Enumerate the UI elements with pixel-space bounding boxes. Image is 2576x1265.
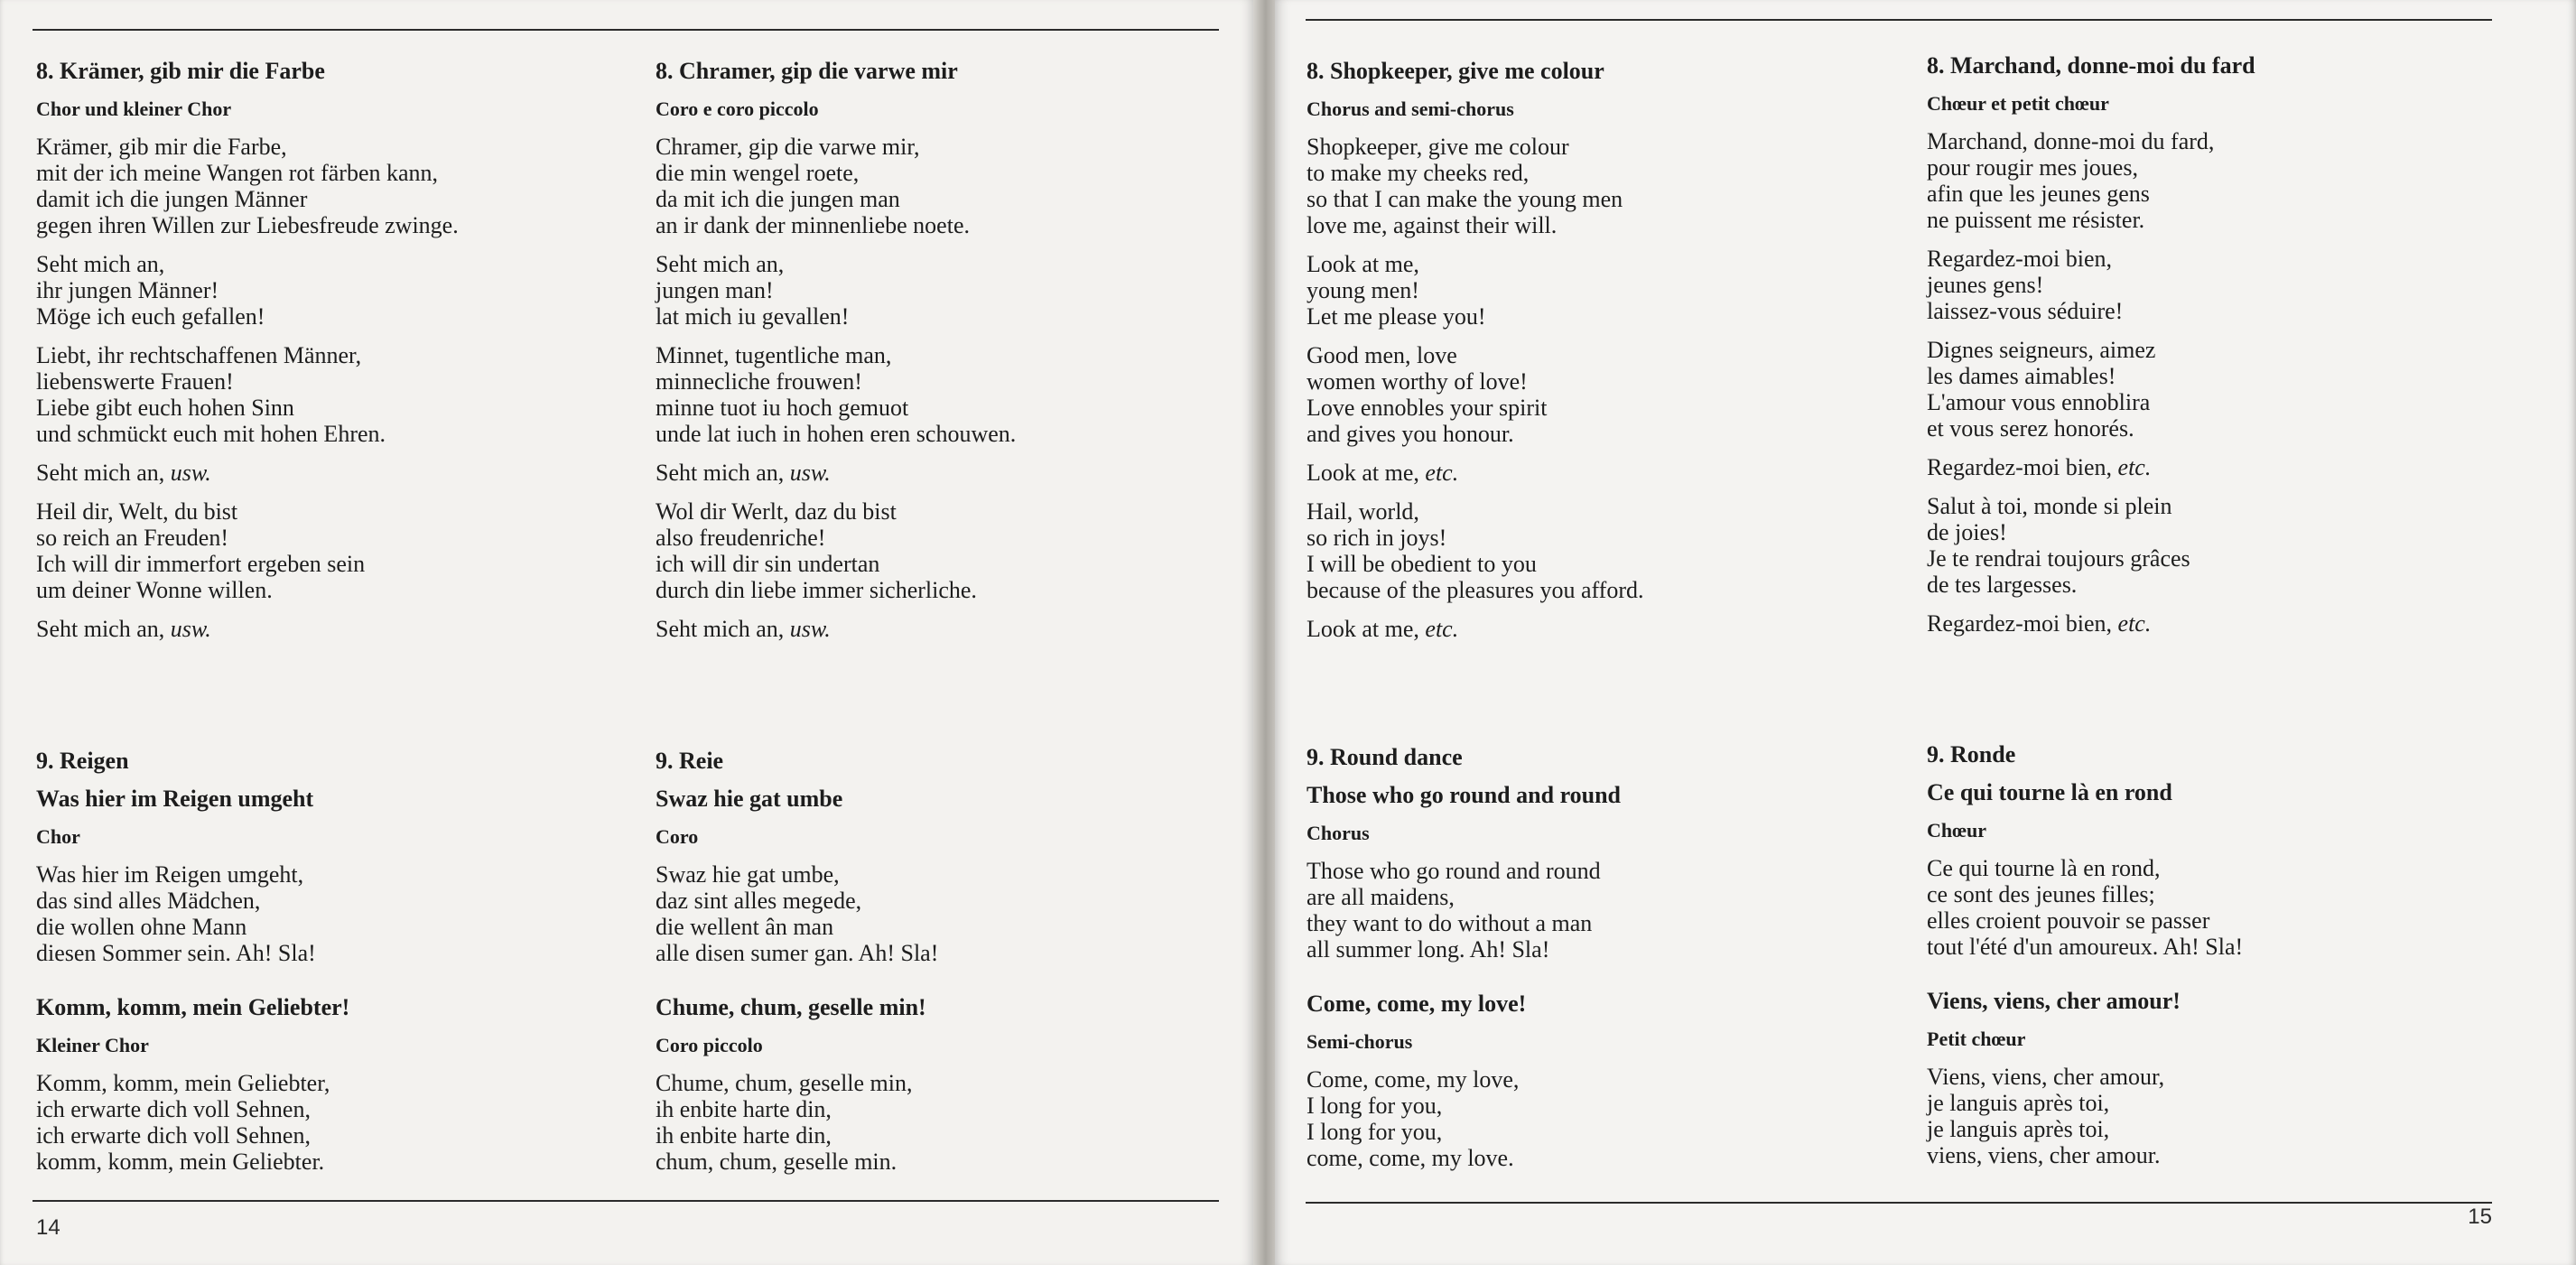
- song-heading: 8. Shopkeeper, give me colour: [1307, 58, 1604, 84]
- lyric-line: Liebt, ihr rechtschaffenen Männer,: [36, 342, 362, 368]
- part-title: Ce qui tourne là en rond: [1927, 779, 2172, 805]
- lyric-line: ih enbite harte din,: [656, 1096, 832, 1122]
- lyric-line: jungen man!: [656, 277, 774, 303]
- lyric-line: alle disen sumer gan. Ah! Sla!: [656, 940, 939, 966]
- voice-label: Coro: [656, 825, 699, 848]
- song-part: [1307, 96, 1643, 655]
- lyric-line: also freudenriche!: [656, 525, 826, 551]
- song-part: [1927, 988, 2243, 1181]
- stanza: [656, 342, 1016, 447]
- stanza: [1307, 858, 1621, 963]
- stanza: [1307, 498, 1643, 603]
- lyric-line: Komm, komm, mein Geliebter,: [36, 1070, 330, 1096]
- voice-label: Chor und kleiner Chor: [36, 98, 232, 120]
- lyric-line: [1927, 610, 2255, 637]
- stanza: [1927, 1064, 2243, 1168]
- stanza: [36, 342, 459, 447]
- stanza: [656, 251, 1016, 330]
- lyric-line: I long for you,: [1307, 1093, 1443, 1119]
- song-part: [656, 786, 938, 979]
- lyric-line: Regardez-moi bien,: [1927, 246, 2113, 272]
- lyric-line: [36, 616, 459, 642]
- lyric-line: Ich will dir immerfort ergeben sein: [36, 551, 366, 577]
- lyric-line: laissez-vous séduire!: [1927, 298, 2124, 324]
- lyric-text: Seht mich an,: [656, 616, 790, 642]
- lyric-line: Those who go round and round: [1307, 858, 1601, 884]
- lyric-line: pour rougir mes joues,: [1927, 154, 2138, 181]
- song-section: [656, 58, 1016, 655]
- stanza: [1927, 855, 2243, 960]
- stanza: [1927, 610, 2255, 637]
- lyric-line: so that I can make the young men: [1307, 186, 1623, 212]
- lyric-line: Was hier im Reigen umgeht,: [36, 861, 304, 888]
- stanza: [36, 861, 349, 966]
- stanza: [656, 861, 938, 966]
- right-page-first-column: [1307, 0, 1884, 1192]
- lyric-line: ne puissent me résister.: [1927, 207, 2145, 233]
- stanza: [1927, 454, 2255, 480]
- lyric-line: Viens, viens, cher amour,: [1927, 1064, 2165, 1090]
- lyric-line: ce sont des jeunes filles;: [1927, 881, 2155, 907]
- lyric-line: Swaz hie gat umbe,: [656, 861, 840, 888]
- song-section: [36, 58, 459, 655]
- stanza: [656, 498, 1016, 603]
- bottom-rule: [33, 1200, 1219, 1202]
- page-number: 14: [36, 1215, 60, 1240]
- lyric-line: Minnet, tugentliche man,: [656, 342, 892, 368]
- lyric-line: Marchand, donne-moi du fard,: [1927, 128, 2215, 154]
- voice-label: Chorus: [1307, 822, 1370, 844]
- lyric-line: ih enbite harte din,: [656, 1122, 832, 1149]
- lyric-line: and gives you honour.: [1307, 421, 1514, 447]
- lyric-line: Shopkeeper, give me colour: [1307, 134, 1569, 160]
- lyric-line: chum, chum, geselle min.: [656, 1149, 897, 1175]
- stanza: [36, 498, 459, 603]
- lyric-line: damit ich die jungen Männer: [36, 186, 308, 212]
- lyric-abbreviation: etc.: [2117, 454, 2152, 480]
- lyric-line: Chramer, gip die varwe mir,: [656, 134, 920, 160]
- lyric-line: et vous serez honorés.: [1927, 415, 2134, 442]
- lyric-abbreviation: etc.: [1425, 616, 1459, 642]
- lyric-line: durch din liebe immer sicherliche.: [656, 577, 977, 603]
- stanza: [1927, 337, 2255, 442]
- lyric-line: de tes largesses.: [1927, 572, 2078, 598]
- stanza: [1307, 342, 1643, 447]
- lyric-line: die wellent ân man: [656, 914, 834, 940]
- lyric-line: und schmückt euch mit hohen Ehren.: [36, 421, 386, 447]
- song-heading: 9. Reigen: [36, 748, 129, 774]
- lyric-text: Regardez-moi bien,: [1927, 454, 2118, 480]
- lyric-line: mit der ich meine Wangen rot färben kann,: [36, 160, 439, 186]
- lyric-line: Love ennobles your spirit: [1307, 395, 1548, 421]
- song-section: [1927, 741, 2243, 1181]
- lyric-line: da mit ich die jungen man: [656, 186, 900, 212]
- lyric-abbreviation: usw.: [789, 616, 831, 642]
- lyric-line: Seht mich an,: [656, 251, 785, 277]
- lyric-line: je languis après toi,: [1927, 1116, 2110, 1142]
- song-part: [656, 96, 1016, 655]
- lyric-line: um deiner Wonne willen.: [36, 577, 273, 603]
- stanza: [36, 1070, 349, 1175]
- lyric-line: Come, come, my love,: [1307, 1066, 1520, 1093]
- lyric-line: Hail, world,: [1307, 498, 1419, 525]
- lyric-line: [36, 460, 459, 486]
- lyric-line: to make my cheeks red,: [1307, 160, 1530, 186]
- voice-label: Kleiner Chor: [36, 1034, 149, 1056]
- lyric-line: tout l'été d'un amoureux. Ah! Sla!: [1927, 934, 2244, 960]
- lyric-line: all summer long. Ah! Sla!: [1307, 936, 1550, 963]
- stanza: [656, 616, 1016, 642]
- voice-label: Chœur et petit chœur: [1927, 92, 2109, 115]
- lyric-line: because of the pleasures you afford.: [1307, 577, 1644, 603]
- part-title: Komm, komm, mein Geliebter!: [36, 994, 350, 1020]
- song-heading: 8. Marchand, donne-moi du fard: [1927, 52, 2255, 79]
- stanza: [656, 134, 1016, 238]
- page-left: [0, 0, 1253, 1265]
- lyric-abbreviation: usw.: [170, 616, 211, 642]
- lyric-line: daz sint alles megede,: [656, 888, 862, 914]
- lyric-line: Heil dir, Welt, du bist: [36, 498, 238, 525]
- part-title: Chume, chum, geselle min!: [656, 994, 926, 1020]
- lyric-line: so rich in joys!: [1307, 525, 1447, 551]
- lyric-text: Seht mich an,: [36, 616, 171, 642]
- song-heading: 8. Chramer, gip die varwe mir: [656, 58, 958, 84]
- lyric-line: come, come, my love.: [1307, 1145, 1514, 1171]
- lyric-line: minne tuot iu hoch gemuot: [656, 395, 909, 421]
- lyric-line: die min wengel roete,: [656, 160, 860, 186]
- lyric-text: Look at me,: [1307, 460, 1426, 486]
- page-right: [1275, 0, 2576, 1265]
- lyric-line: elles croient pouvoir se passer: [1927, 907, 2210, 934]
- lyric-line: Seht mich an,: [36, 251, 165, 277]
- voice-label: Chor: [36, 825, 80, 848]
- lyric-line: Good men, love: [1307, 342, 1457, 368]
- lyric-line: young men!: [1307, 277, 1419, 303]
- lyric-line: Salut à toi, monde si plein: [1927, 493, 2172, 519]
- lyric-line: ich erwarte dich voll Sehnen,: [36, 1096, 311, 1122]
- lyric-line: Look at me,: [1307, 251, 1419, 277]
- part-title: Come, come, my love!: [1307, 991, 1527, 1017]
- song-part: [1307, 782, 1621, 975]
- part-title: Viens, viens, cher amour!: [1927, 988, 2181, 1014]
- lyric-line: Let me please you!: [1307, 303, 1486, 330]
- stanza: [1927, 493, 2255, 598]
- lyric-line: Möge ich euch gefallen!: [36, 303, 265, 330]
- stanza: [36, 616, 459, 642]
- lyric-line: die wollen ohne Mann: [36, 914, 247, 940]
- voice-label: Coro piccolo: [656, 1034, 763, 1056]
- song-section: [656, 748, 938, 1187]
- page-number: 15: [2468, 1205, 2492, 1229]
- lyric-abbreviation: etc.: [1425, 460, 1459, 486]
- lyric-line: je languis après toi,: [1927, 1090, 2110, 1116]
- lyric-text: Regardez-moi bien,: [1927, 610, 2118, 637]
- right-page-second-column: [1927, 0, 2505, 1192]
- stanza: [656, 1070, 938, 1175]
- song-section: [1307, 744, 1621, 1184]
- lyric-line: Wol dir Werlt, daz du bist: [656, 498, 897, 525]
- bottom-rule: [1306, 1202, 2492, 1204]
- song-section: [36, 748, 349, 1187]
- voice-label: Semi-chorus: [1307, 1030, 1413, 1053]
- lyric-line: les dames aimables!: [1927, 363, 2116, 389]
- stanza: [1307, 251, 1643, 330]
- lyric-abbreviation: usw.: [789, 460, 831, 486]
- lyric-line: liebenswerte Frauen!: [36, 368, 234, 395]
- part-title: Swaz hie gat umbe: [656, 786, 843, 812]
- lyric-line: jeunes gens!: [1927, 272, 2044, 298]
- lyric-line: love me, against their will.: [1307, 212, 1558, 238]
- lyric-line: so reich an Freuden!: [36, 525, 228, 551]
- lyric-text: Seht mich an,: [656, 460, 790, 486]
- song-heading: 9. Ronde: [1927, 741, 2016, 767]
- lyric-line: [656, 616, 1016, 642]
- stanza: [1307, 1066, 1621, 1171]
- lyric-line: Chume, chum, geselle min,: [656, 1070, 913, 1096]
- lyric-line: komm, komm, mein Geliebter.: [36, 1149, 325, 1175]
- song-part: [36, 96, 459, 655]
- lyric-line: unde lat iuch in hohen eren schouwen.: [656, 421, 1017, 447]
- part-title: Those who go round and round: [1307, 782, 1622, 808]
- lyric-line: Dignes seigneurs, aimez: [1927, 337, 2156, 363]
- lyric-line: [1307, 460, 1643, 486]
- lyric-line: viens, viens, cher amour.: [1927, 1142, 2161, 1168]
- stanza: [1927, 128, 2255, 233]
- lyric-line: gegen ihren Willen zur Liebesfreude zwinge.: [36, 212, 459, 238]
- stanza: [656, 460, 1016, 486]
- lyric-line: I long for you,: [1307, 1119, 1443, 1145]
- lyric-line: de joies!: [1927, 519, 2007, 545]
- song-section: [1307, 58, 1643, 655]
- lyric-line: I will be obedient to you: [1307, 551, 1537, 577]
- lyric-line: afin que les jeunes gens: [1927, 181, 2150, 207]
- song-part: [36, 786, 349, 979]
- lyric-line: Krämer, gib mir die Farbe,: [36, 134, 287, 160]
- voice-label: Coro e coro piccolo: [656, 98, 819, 120]
- lyric-line: lat mich iu gevallen!: [656, 303, 850, 330]
- lyric-line: L'amour vous ennoblira: [1927, 389, 2151, 415]
- lyric-line: [1927, 454, 2255, 480]
- lyric-line: are all maidens,: [1307, 884, 1455, 910]
- lyric-line: ich will dir sin undertan: [656, 551, 880, 577]
- voice-label: Chorus and semi-chorus: [1307, 98, 1514, 120]
- lyric-line: ich erwarte dich voll Sehnen,: [36, 1122, 311, 1149]
- lyric-line: diesen Sommer sein. Ah! Sla!: [36, 940, 316, 966]
- part-title: Was hier im Reigen umgeht: [36, 786, 314, 812]
- stanza: [1927, 246, 2255, 324]
- lyric-line: women worthy of love!: [1307, 368, 1528, 395]
- stanza: [1307, 134, 1643, 238]
- left-page-first-column: [36, 0, 614, 1192]
- song-part: [36, 994, 349, 1187]
- lyric-line: minnecliche frouwen!: [656, 368, 862, 395]
- lyric-line: an ir dank der minnenliebe noete.: [656, 212, 970, 238]
- stanza: [1307, 460, 1643, 486]
- song-heading: 9. Reie: [656, 748, 724, 774]
- stanza: [36, 251, 459, 330]
- lyric-line: das sind alles Mädchen,: [36, 888, 261, 914]
- stanza: [36, 134, 459, 238]
- voice-label: Chœur: [1927, 819, 1987, 842]
- lyric-line: they want to do without a man: [1307, 910, 1593, 936]
- lyric-line: [656, 460, 1016, 486]
- lyric-line: ihr jungen Männer!: [36, 277, 219, 303]
- lyric-text: Look at me,: [1307, 616, 1426, 642]
- lyric-abbreviation: etc.: [2117, 610, 2152, 637]
- song-heading: 9. Round dance: [1307, 744, 1463, 770]
- lyric-line: Je te rendrai toujours grâces: [1927, 545, 2190, 572]
- song-part: [1927, 90, 2255, 649]
- lyric-line: Ce qui tourne là en rond,: [1927, 855, 2161, 881]
- song-part: [1927, 779, 2243, 972]
- song-section: [1927, 52, 2255, 649]
- song-heading: 8. Krämer, gib mir die Farbe: [36, 58, 325, 84]
- stanza: [36, 460, 459, 486]
- stanza: [1307, 616, 1643, 642]
- left-page-second-column: [656, 0, 1233, 1192]
- lyric-text: Seht mich an,: [36, 460, 171, 486]
- lyric-line: [1307, 616, 1643, 642]
- lyric-abbreviation: usw.: [170, 460, 211, 486]
- song-part: [1307, 991, 1621, 1184]
- song-part: [656, 994, 938, 1187]
- lyric-line: Liebe gibt euch hohen Sinn: [36, 395, 294, 421]
- voice-label: Petit chœur: [1927, 1028, 2026, 1050]
